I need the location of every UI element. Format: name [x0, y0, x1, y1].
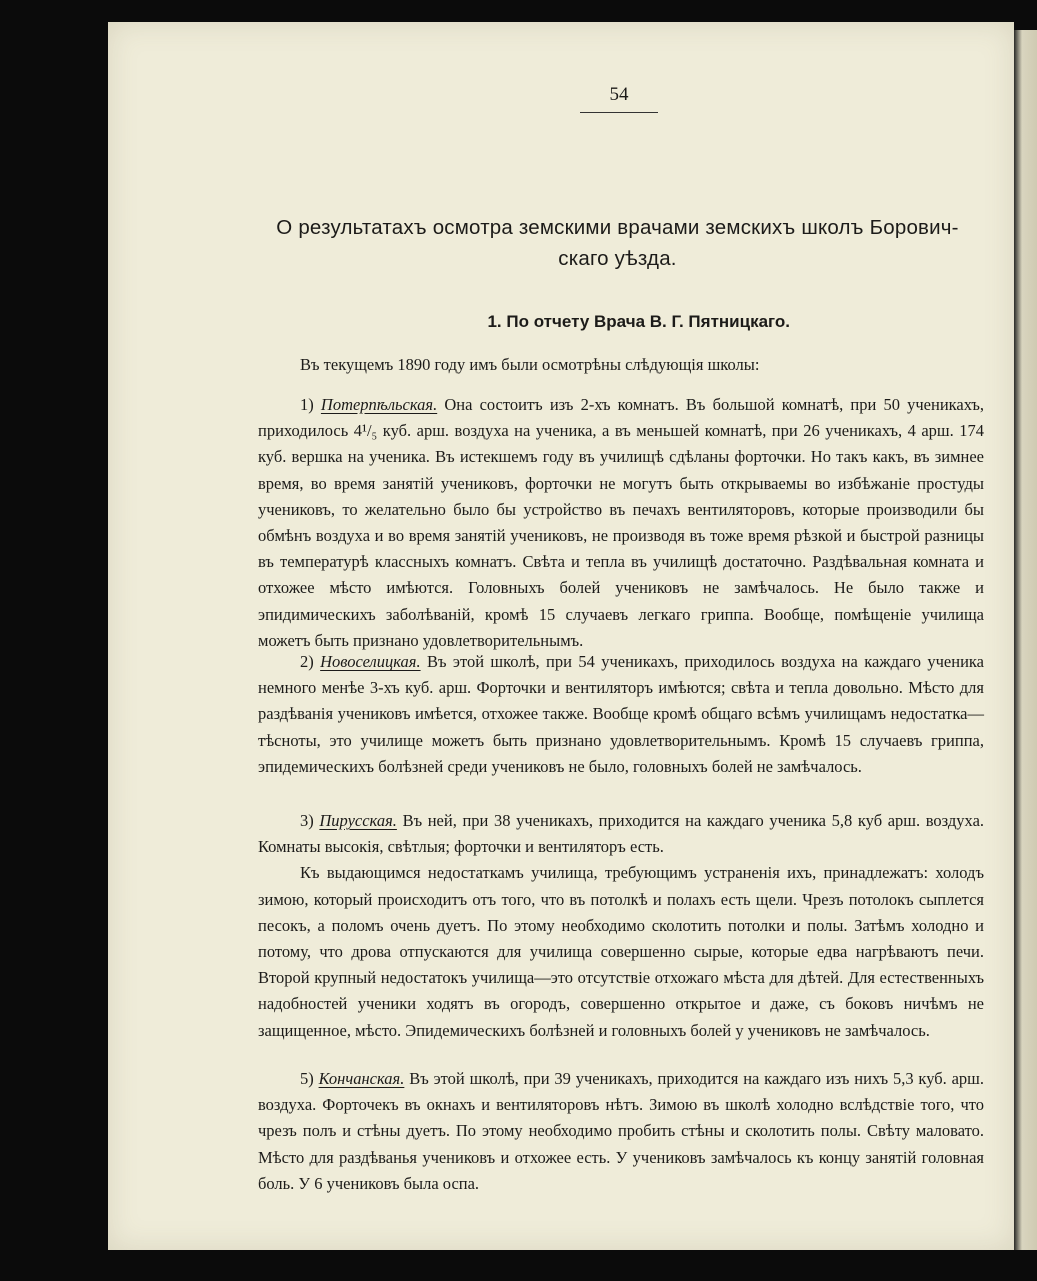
school-paragraph-5 [258, 1066, 984, 1197]
document-title [250, 212, 985, 274]
paragraph-continuation: Къ выдающимся недостаткамъ училища, требующимъ устраненія ихъ, принадлежатъ: холодъ зимою, который происходитъ отъ того, что въ потолкѣ и полахъ есть щели. Чрезъ потолокъ сыплется песокъ, а поломъ очень дуетъ. По этому необходимо сколотить потолки и полы. Затѣмъ холодно и потому, что дрова отпускаются для училища совершенно сырые, которые едва нагрѣваютъ печи. Второй крупный недостатокъ училища—это отсутствіе отхожаго мѣста для дѣтей. Для естественныхъ надобностей ученики ходятъ въ огородъ, совершенно открытое и даже, съ боковъ ничѣмъ не защищенное, мѣсто. Эпидемическихъ болѣзней и головныхъ болей у учениковъ не замѣчалось. [258, 863, 984, 1040]
next-page-edge [1014, 30, 1037, 1250]
paragraph-number: 5) [300, 1069, 314, 1088]
school-paragraph-2 [258, 649, 984, 780]
paragraph-number: 3) [300, 811, 314, 830]
paragraph-text: Она состоитъ изъ 2-хъ комнатъ. Въ большой комнатѣ, при 50 ученикахъ, приходилось 4¹/₅ куб. арш. воздуха на ученика, а въ меньшей комнатѣ, при 26 ученикахъ, 4 арш. 174 куб. вершка на ученика. Въ истекшемъ году въ училищѣ сдѣланы форточки. Но такъ какъ, въ зимнее время, во время занятій учениковъ, форточки не могутъ быть открываемы во избѣжаніе простуды учениковъ, то желательно было бы устройство въ печахъ вентиляторовъ, которые производили бы обмѣнъ воздуха и во время занятій учениковъ, не производя въ тоже время рѣзкой и быстрой разницы въ температурѣ классныхъ комнатъ. Свѣта и тепла въ училищѣ достаточно. Раздѣвальная комната и отхожее мѣсто имѣются. Головныхъ болей учениковъ не замѣчалось. Не было также и эпидимическихъ заболѣваній, кромѣ 15 случаевъ легкаго гриппа. Вообще, помѣщеніе училища можетъ быть признано удовлетворительнымъ. [258, 395, 985, 650]
title-line-1: О результатахъ осмотра земскими врачами земскихъ школъ Борович- [276, 216, 959, 239]
school-name: Новоселицкая. [320, 652, 421, 671]
title-line-2: скаго уѣзда. [558, 247, 677, 270]
intro-paragraph [258, 352, 984, 378]
paragraph-text: Въ ней, при 38 ученикахъ, приходится на каждаго ученика 5,8 куб арш. воздуха. Комнаты высокія, свѣтлыя; форточки и вентиляторъ есть. [258, 811, 985, 857]
page-number-rule [580, 112, 658, 113]
paragraph-number: 1) [300, 395, 314, 414]
school-name: Потерпѣльская. [320, 395, 438, 414]
page-number: 54 [609, 84, 629, 105]
paragraph-number: 2) [300, 652, 314, 671]
school-name: Кончанская. [318, 1069, 405, 1088]
school-name: Пирусская. [319, 811, 397, 830]
intro-text: Въ текущемъ 1890 году имъ были осмотрѣны слѣдующія школы: [300, 355, 760, 374]
school-paragraph-1 [258, 392, 984, 654]
section-heading: 1. По отчету Врача В. Г. Пятницкаго. [487, 312, 790, 331]
paragraph-text: Въ этой школѣ, при 54 ученикахъ, приходилось воздуха на каждаго ученика немного менѣе 3-хъ куб. арш. Форточки и вентиляторъ имѣются; свѣта и тепла довольно. Мѣсто для раздѣванія учениковъ имѣется, отхожее также. Вообще кромѣ общаго всѣмъ училищамъ недостатка—тѣсноты, это училище можетъ быть признано удовлетворительнымъ. Кромѣ 15 случаевъ гриппа, эпидемическихъ болѣзней среди учениковъ не было, головныхъ болей не замѣчалось. [258, 652, 985, 776]
paragraph-text: Въ этой школѣ, при 39 ученикахъ, приходится на каждаго изъ нихъ 5,3 куб. арш. воздуха. Форточекъ въ окнахъ и вентиляторовъ нѣтъ. Зимою въ школѣ холодно вслѣдствіе того, что чрезъ полъ и стѣны дуетъ. По этому необходимо пробить стѣны и сколотить полы. Свѣту маловато. Мѣсто для раздѣванья учениковъ и отхожее есть. У учениковъ замѣчалось къ концу занятій головная боль. У 6 учениковъ была оспа. [258, 1069, 984, 1193]
school-paragraph-3 [258, 808, 984, 1044]
